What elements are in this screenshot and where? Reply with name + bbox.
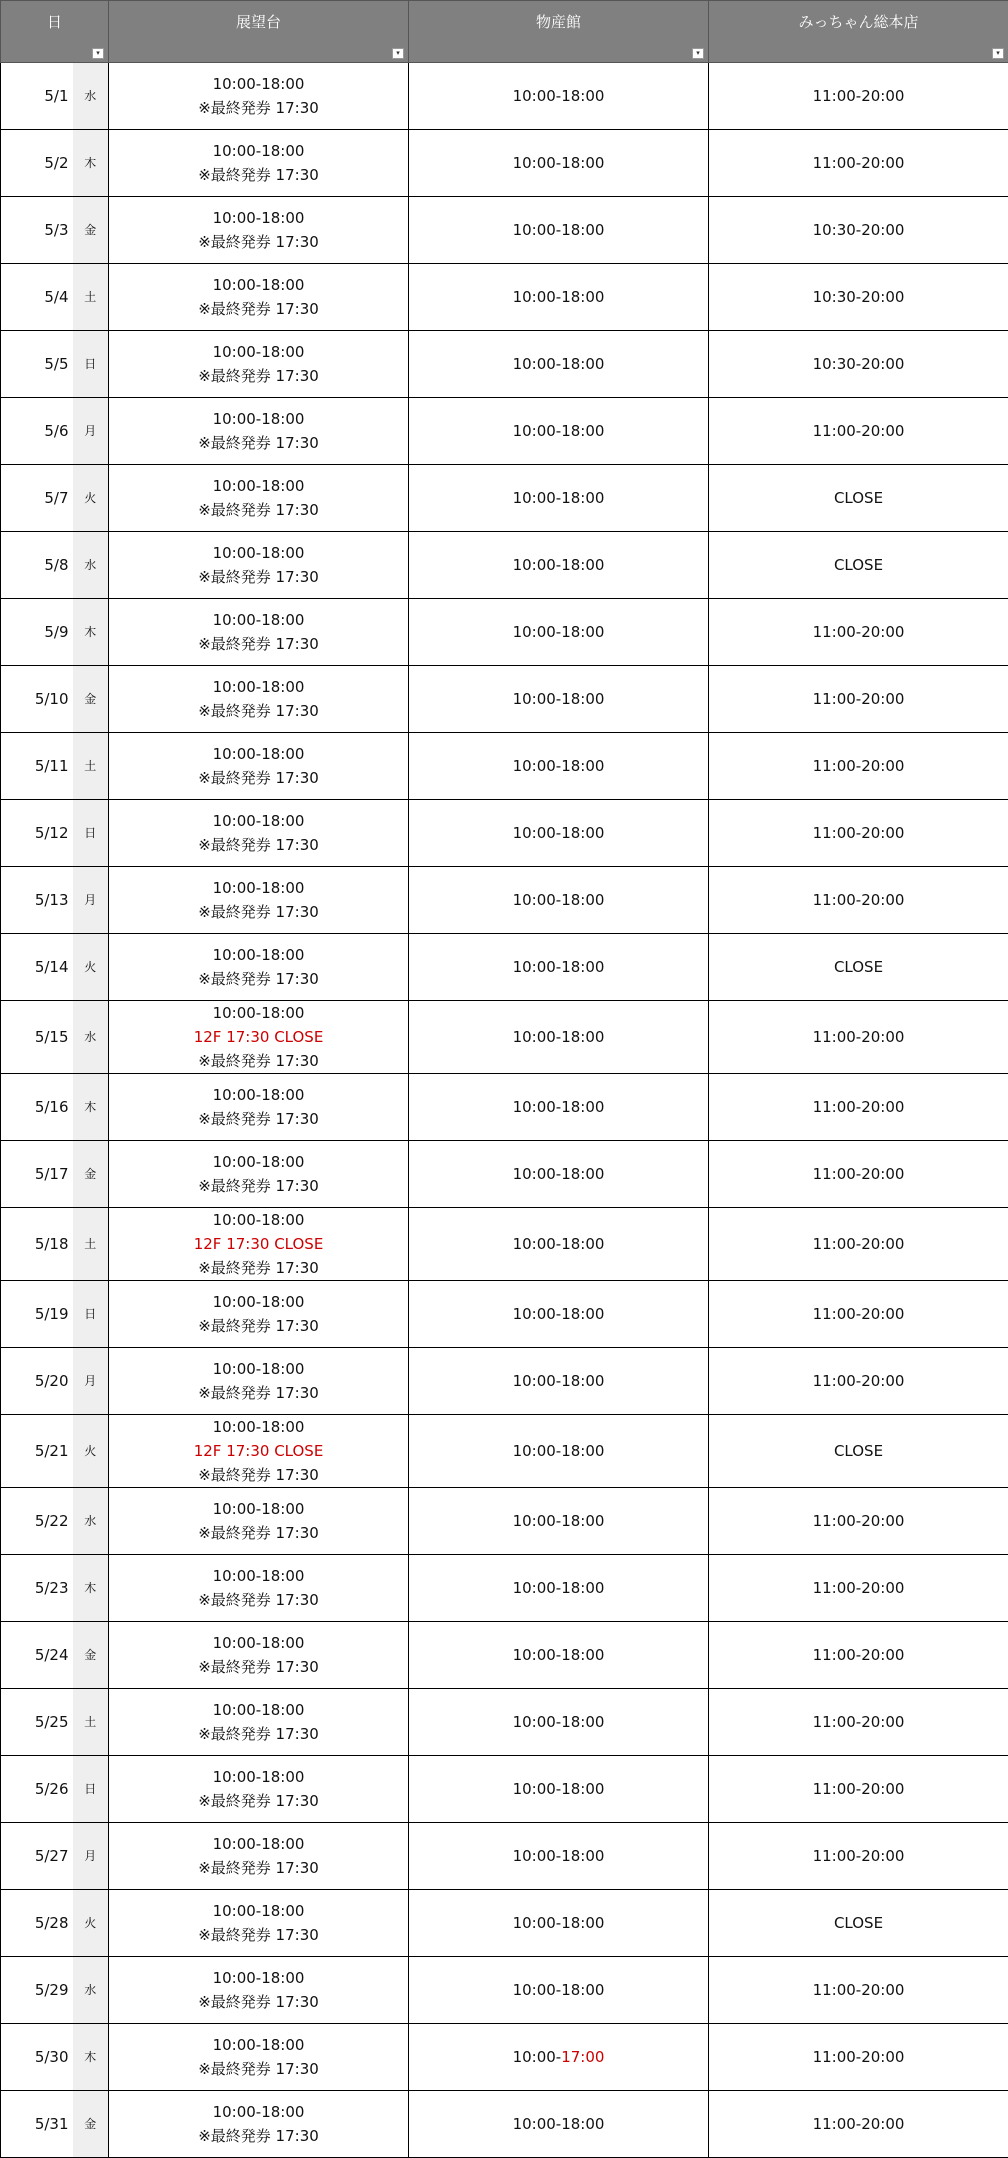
date-cell[interactable]: 5/8 bbox=[1, 532, 73, 599]
mitchan-hours-cell[interactable]: 11:00-20:00 bbox=[709, 1001, 1008, 1074]
last-ticket-note: ※最終発券 17:30 bbox=[109, 1314, 408, 1338]
bussankan-hours: 10:00-18:00 bbox=[513, 690, 605, 708]
date-cell[interactable]: 5/12 bbox=[1, 800, 73, 867]
weekday-cell[interactable]: 日 bbox=[73, 331, 109, 398]
weekday-cell[interactable]: 火 bbox=[73, 1890, 109, 1957]
date-cell[interactable]: 5/19 bbox=[1, 1281, 73, 1348]
last-ticket-note: ※最終発券 17:30 bbox=[109, 967, 408, 991]
bussankan-hours: 10:00-18:00 bbox=[513, 1780, 605, 1798]
bussankan-hours: 10:00-18:00 bbox=[513, 355, 605, 373]
observatory-hours: 10:00-18:00 bbox=[109, 1357, 408, 1381]
table-row bbox=[1, 1415, 1008, 1488]
observatory-hours-cell[interactable] bbox=[109, 1348, 409, 1415]
observatory-hours: 10:00-18:00 bbox=[109, 1290, 408, 1314]
bussankan-hours-cell[interactable] bbox=[409, 2091, 709, 2158]
table-row bbox=[1, 1555, 1008, 1622]
bussankan-hours-cell[interactable] bbox=[409, 130, 709, 197]
table-row bbox=[1, 599, 1008, 666]
bussankan-hours-cell[interactable] bbox=[409, 1555, 709, 1622]
observatory-header-label: 展望台 bbox=[236, 13, 281, 31]
observatory-hours: 10:00-18:00 bbox=[109, 809, 408, 833]
table-row bbox=[1, 1689, 1008, 1756]
weekday-cell[interactable]: 木 bbox=[73, 2024, 109, 2091]
bussankan-hours-cell[interactable] bbox=[409, 398, 709, 465]
weekday-cell[interactable]: 木 bbox=[73, 130, 109, 197]
table-row bbox=[1, 2091, 1008, 2158]
date-cell[interactable]: 5/3 bbox=[1, 197, 73, 264]
observatory-hours: 10:00-18:00 bbox=[109, 1208, 408, 1232]
date-cell[interactable]: 5/13 bbox=[1, 867, 73, 934]
date-cell[interactable]: 5/2 bbox=[1, 130, 73, 197]
mitchan-hours-cell[interactable]: CLOSE bbox=[709, 465, 1008, 532]
bussankan-hours-cell[interactable] bbox=[409, 800, 709, 867]
date-cell[interactable]: 5/6 bbox=[1, 398, 73, 465]
bussankan-hours-cell[interactable] bbox=[409, 1488, 709, 1555]
weekday-cell[interactable]: 土 bbox=[73, 1689, 109, 1756]
last-ticket-note: ※最終発券 17:30 bbox=[109, 230, 408, 254]
last-ticket-note: ※最終発券 17:30 bbox=[109, 2124, 408, 2148]
mitchan-hours-cell[interactable]: CLOSE bbox=[709, 532, 1008, 599]
bussankan-hours-cell[interactable] bbox=[409, 197, 709, 264]
weekday-cell[interactable]: 月 bbox=[73, 1823, 109, 1890]
last-ticket-note: ※最終発券 17:30 bbox=[109, 2057, 408, 2081]
observatory-hours: 10:00-18:00 bbox=[109, 273, 408, 297]
bussankan-hours-cell[interactable] bbox=[409, 1141, 709, 1208]
date-cell[interactable]: 5/16 bbox=[1, 1074, 73, 1141]
bussankan-hours: 10:00-18:00 bbox=[513, 2115, 605, 2133]
date-cell[interactable]: 5/1 bbox=[1, 63, 73, 130]
date-cell[interactable]: 5/21 bbox=[1, 1415, 73, 1488]
observatory-hours: 10:00-18:00 bbox=[109, 1001, 408, 1025]
weekday-cell[interactable]: 木 bbox=[73, 1074, 109, 1141]
mitchan-hours-cell[interactable]: CLOSE bbox=[709, 1415, 1008, 1488]
bussankan-hours-cell[interactable] bbox=[409, 1001, 709, 1074]
mitchan-hours-cell[interactable]: 11:00-20:00 bbox=[709, 1348, 1008, 1415]
bussankan-hours: 10:00-18:00 bbox=[513, 1235, 605, 1253]
date-cell[interactable]: 5/4 bbox=[1, 264, 73, 331]
mitchan-hours-cell[interactable]: 11:00-20:00 bbox=[709, 63, 1008, 130]
last-ticket-note: ※最終発券 17:30 bbox=[109, 1990, 408, 2014]
mitchan-hours-cell[interactable]: 11:00-20:00 bbox=[709, 1488, 1008, 1555]
mitchan-hours-cell[interactable]: 11:00-20:00 bbox=[709, 1281, 1008, 1348]
observatory-closure-note: 12F 17:30 CLOSE bbox=[109, 1025, 408, 1049]
last-ticket-note: ※最終発券 17:30 bbox=[109, 297, 408, 321]
mitchan-hours-cell[interactable]: 11:00-20:00 bbox=[709, 1957, 1008, 2024]
weekday-cell[interactable]: 月 bbox=[73, 867, 109, 934]
last-ticket-note: ※最終発券 17:30 bbox=[109, 96, 408, 120]
table-row bbox=[1, 934, 1008, 1001]
last-ticket-note: ※最終発券 17:30 bbox=[109, 1256, 408, 1280]
weekday-cell[interactable]: 木 bbox=[73, 1555, 109, 1622]
bussankan-hours: 10:00-18:00 bbox=[513, 958, 605, 976]
observatory-hours: 10:00-18:00 bbox=[109, 206, 408, 230]
last-ticket-note: ※最終発券 17:30 bbox=[109, 1789, 408, 1813]
mitchan-column-header bbox=[709, 1, 1008, 63]
last-ticket-note: ※最終発券 17:30 bbox=[109, 1463, 408, 1487]
weekday-cell[interactable]: 金 bbox=[73, 1622, 109, 1689]
observatory-hours-cell[interactable] bbox=[109, 1622, 409, 1689]
date-cell[interactable]: 5/11 bbox=[1, 733, 73, 800]
observatory-hours-cell[interactable] bbox=[109, 1823, 409, 1890]
bussankan-hours-cell[interactable] bbox=[409, 331, 709, 398]
bussankan-hours: 10:00-18:00 bbox=[513, 1028, 605, 1046]
mitchan-hours-cell[interactable]: 10:30-20:00 bbox=[709, 331, 1008, 398]
weekday-cell[interactable]: 水 bbox=[73, 63, 109, 130]
mitchan-header-label: みっちゃん総本店 bbox=[799, 13, 919, 31]
table-row bbox=[1, 1348, 1008, 1415]
bussankan-hours: 10:00-18:00 bbox=[513, 1914, 605, 1932]
bussankan-column-header bbox=[409, 1, 709, 63]
observatory-hours: 10:00-18:00 bbox=[109, 541, 408, 565]
date-cell[interactable]: 5/5 bbox=[1, 331, 73, 398]
date-cell[interactable]: 5/29 bbox=[1, 1957, 73, 2024]
date-cell[interactable]: 5/9 bbox=[1, 599, 73, 666]
table-row bbox=[1, 1890, 1008, 1957]
observatory-hours-cell[interactable] bbox=[109, 867, 409, 934]
last-ticket-note: ※最終発券 17:30 bbox=[109, 431, 408, 455]
weekday-cell[interactable]: 土 bbox=[73, 1208, 109, 1281]
observatory-hours: 10:00-18:00 bbox=[109, 943, 408, 967]
bussankan-hours-cell[interactable] bbox=[409, 1415, 709, 1488]
bussankan-hours: 10:00-18:00 bbox=[513, 1713, 605, 1731]
table-row bbox=[1, 1001, 1008, 1074]
table-row bbox=[1, 331, 1008, 398]
table-row bbox=[1, 1756, 1008, 1823]
observatory-hours-cell[interactable] bbox=[109, 264, 409, 331]
date-cell[interactable]: 5/20 bbox=[1, 1348, 73, 1415]
table-row bbox=[1, 1074, 1008, 1141]
table-row bbox=[1, 1823, 1008, 1890]
observatory-hours: 10:00-18:00 bbox=[109, 340, 408, 364]
weekday-cell[interactable]: 火 bbox=[73, 465, 109, 532]
observatory-hours: 10:00-18:00 bbox=[109, 1631, 408, 1655]
observatory-hours-cell[interactable] bbox=[109, 1957, 409, 2024]
bussankan-hours-cell[interactable] bbox=[409, 63, 709, 130]
observatory-hours-cell[interactable] bbox=[109, 1281, 409, 1348]
bussankan-hours: 10:00-18:00 bbox=[513, 556, 605, 574]
table-row bbox=[1, 130, 1008, 197]
mitchan-hours-cell[interactable]: 11:00-20:00 bbox=[709, 733, 1008, 800]
observatory-hours: 10:00-18:00 bbox=[109, 72, 408, 96]
table-row bbox=[1, 800, 1008, 867]
date-cell[interactable]: 5/23 bbox=[1, 1555, 73, 1622]
last-ticket-note: ※最終発券 17:30 bbox=[109, 1722, 408, 1746]
weekday-cell[interactable]: 土 bbox=[73, 264, 109, 331]
mitchan-hours-cell[interactable]: 11:00-20:00 bbox=[709, 1689, 1008, 1756]
bussankan-hours: 10:00-18:00 bbox=[513, 1442, 605, 1460]
table-row bbox=[1, 1208, 1008, 1281]
bussankan-hours: 10:00-18:00 bbox=[513, 221, 605, 239]
observatory-hours: 10:00-18:00 bbox=[109, 1150, 408, 1174]
mitchan-hours-cell[interactable]: 11:00-20:00 bbox=[709, 1622, 1008, 1689]
table-row bbox=[1, 63, 1008, 130]
weekday-cell[interactable]: 火 bbox=[73, 934, 109, 1001]
observatory-hours: 10:00-18:00 bbox=[109, 1083, 408, 1107]
observatory-hours-cell[interactable] bbox=[109, 1555, 409, 1622]
bussankan-hours: 10:00-18:00 bbox=[513, 1372, 605, 1390]
weekday-cell[interactable]: 水 bbox=[73, 1488, 109, 1555]
observatory-hours-cell[interactable] bbox=[109, 733, 409, 800]
observatory-hours: 10:00-18:00 bbox=[109, 1832, 408, 1856]
observatory-hours: 10:00-18:00 bbox=[109, 474, 408, 498]
observatory-hours: 10:00-18:00 bbox=[109, 1564, 408, 1588]
observatory-hours: 10:00-18:00 bbox=[109, 1497, 408, 1521]
date-cell[interactable]: 5/15 bbox=[1, 1001, 73, 1074]
date-filter-dropdown-icon[interactable]: ▾ bbox=[92, 48, 104, 59]
weekday-cell[interactable]: 日 bbox=[73, 1756, 109, 1823]
observatory-hours-cell[interactable] bbox=[109, 2091, 409, 2158]
table-row bbox=[1, 1957, 1008, 2024]
bussankan-hours: 10:00-18:00 bbox=[513, 1579, 605, 1597]
observatory-hours-cell[interactable] bbox=[109, 331, 409, 398]
bussankan-hours-cell[interactable] bbox=[409, 532, 709, 599]
table-row bbox=[1, 1281, 1008, 1348]
bussankan-hours: 10:00-18:00 bbox=[513, 623, 605, 641]
weekday-cell[interactable]: 水 bbox=[73, 1957, 109, 2024]
observatory-hours: 10:00-18:00 bbox=[109, 2100, 408, 2124]
observatory-hours-cell[interactable] bbox=[109, 1001, 409, 1074]
bussankan-hours: 10:00-18:00 bbox=[513, 824, 605, 842]
mitchan-hours-cell[interactable]: 11:00-20:00 bbox=[709, 2024, 1008, 2091]
observatory-hours-cell[interactable] bbox=[109, 1488, 409, 1555]
bussankan-hours: 10:00-18:00 bbox=[513, 1646, 605, 1664]
date-cell[interactable]: 5/31 bbox=[1, 2091, 73, 2158]
weekday-cell[interactable]: 月 bbox=[73, 1348, 109, 1415]
observatory-hours: 10:00-18:00 bbox=[109, 139, 408, 163]
mitchan-hours-cell[interactable]: 11:00-20:00 bbox=[709, 1756, 1008, 1823]
bussankan-hours-cell[interactable] bbox=[409, 1689, 709, 1756]
bussankan-hours: 10:00-18:00 bbox=[513, 154, 605, 172]
bussankan-hours-cell[interactable] bbox=[409, 1756, 709, 1823]
mitchan-hours-cell[interactable]: 11:00-20:00 bbox=[709, 599, 1008, 666]
last-ticket-note: ※最終発券 17:30 bbox=[109, 1174, 408, 1198]
mitchan-hours-cell[interactable]: 10:30-20:00 bbox=[709, 197, 1008, 264]
weekday-cell[interactable]: 金 bbox=[73, 197, 109, 264]
bussankan-hours-cell[interactable] bbox=[409, 934, 709, 1001]
mitchan-hours-cell[interactable]: 10:30-20:00 bbox=[709, 264, 1008, 331]
mitchan-filter-dropdown-icon[interactable]: ▾ bbox=[992, 48, 1004, 59]
observatory-hours: 10:00-18:00 bbox=[109, 1698, 408, 1722]
last-ticket-note: ※最終発券 17:30 bbox=[109, 1521, 408, 1545]
mitchan-hours-cell[interactable]: CLOSE bbox=[709, 934, 1008, 1001]
last-ticket-note: ※最終発券 17:30 bbox=[109, 1049, 408, 1073]
bussankan-hours-cell[interactable] bbox=[409, 1890, 709, 1957]
date-cell[interactable]: 5/26 bbox=[1, 1756, 73, 1823]
date-cell[interactable]: 5/25 bbox=[1, 1689, 73, 1756]
observatory-hours-cell[interactable] bbox=[109, 1141, 409, 1208]
date-cell[interactable]: 5/28 bbox=[1, 1890, 73, 1957]
bussankan-hours: 10:00-18:00 bbox=[513, 1981, 605, 1999]
date-cell[interactable]: 5/10 bbox=[1, 666, 73, 733]
bussankan-hours-cell[interactable] bbox=[409, 465, 709, 532]
mitchan-hours-cell[interactable]: 11:00-20:00 bbox=[709, 2091, 1008, 2158]
observatory-hours: 10:00-18:00 bbox=[109, 1899, 408, 1923]
observatory-hours-cell[interactable] bbox=[109, 197, 409, 264]
bussankan-hours: 10:00-18:00 bbox=[513, 891, 605, 909]
bussankan-hours: 10:00-18:00 bbox=[513, 1305, 605, 1323]
observatory-hours-cell[interactable] bbox=[109, 130, 409, 197]
bussankan-hours-cell[interactable] bbox=[409, 666, 709, 733]
observatory-hours-cell[interactable] bbox=[109, 1208, 409, 1281]
bussankan-hours-cell[interactable] bbox=[409, 1348, 709, 1415]
last-ticket-note: ※最終発券 17:30 bbox=[109, 1107, 408, 1131]
observatory-hours: 10:00-18:00 bbox=[109, 1765, 408, 1789]
observatory-hours-cell[interactable] bbox=[109, 1074, 409, 1141]
mitchan-hours-cell[interactable]: 11:00-20:00 bbox=[709, 130, 1008, 197]
observatory-hours-cell[interactable] bbox=[109, 1890, 409, 1957]
last-ticket-note: ※最終発券 17:30 bbox=[109, 163, 408, 187]
last-ticket-note: ※最終発券 17:30 bbox=[109, 833, 408, 857]
weekday-cell[interactable]: 金 bbox=[73, 1141, 109, 1208]
date-cell[interactable]: 5/30 bbox=[1, 2024, 73, 2091]
mitchan-hours-cell[interactable]: CLOSE bbox=[709, 1890, 1008, 1957]
table-row bbox=[1, 398, 1008, 465]
bussankan-hours: 10:00-18:00 bbox=[513, 87, 605, 105]
mitchan-hours-cell[interactable]: 11:00-20:00 bbox=[709, 1074, 1008, 1141]
table-row bbox=[1, 264, 1008, 331]
observatory-filter-dropdown-icon[interactable]: ▾ bbox=[392, 48, 404, 59]
bussankan-hours-cell[interactable] bbox=[409, 2024, 709, 2091]
date-cell[interactable]: 5/22 bbox=[1, 1488, 73, 1555]
bussankan-hours-cell[interactable] bbox=[409, 1957, 709, 2024]
last-ticket-note: ※最終発券 17:30 bbox=[109, 1588, 408, 1612]
observatory-hours-cell[interactable] bbox=[109, 934, 409, 1001]
last-ticket-note: ※最終発券 17:30 bbox=[109, 565, 408, 589]
date-cell[interactable]: 5/14 bbox=[1, 934, 73, 1001]
bussankan-hours: 10:00-18:00 bbox=[513, 1098, 605, 1116]
hours-table-body bbox=[1, 63, 1008, 2158]
table-row bbox=[1, 1622, 1008, 1689]
bussankan-hours-cell[interactable] bbox=[409, 1281, 709, 1348]
bussankan-hours: 10:00- bbox=[513, 2048, 562, 2066]
observatory-closure-note: 12F 17:30 CLOSE bbox=[109, 1439, 408, 1463]
table-row bbox=[1, 666, 1008, 733]
weekday-cell[interactable]: 金 bbox=[73, 666, 109, 733]
weekday-cell[interactable]: 日 bbox=[73, 800, 109, 867]
date-cell[interactable]: 5/7 bbox=[1, 465, 73, 532]
bussankan-hours-cell[interactable] bbox=[409, 733, 709, 800]
observatory-hours: 10:00-18:00 bbox=[109, 608, 408, 632]
bussankan-hours: 10:00-18:00 bbox=[513, 489, 605, 507]
observatory-column-header bbox=[109, 1, 409, 63]
observatory-hours-cell[interactable] bbox=[109, 599, 409, 666]
observatory-hours: 10:00-18:00 bbox=[109, 1966, 408, 1990]
weekday-cell[interactable]: 水 bbox=[73, 1001, 109, 1074]
last-ticket-note: ※最終発券 17:30 bbox=[109, 632, 408, 656]
weekday-cell[interactable]: 金 bbox=[73, 2091, 109, 2158]
mitchan-hours-cell[interactable]: 11:00-20:00 bbox=[709, 800, 1008, 867]
observatory-hours-cell[interactable] bbox=[109, 1689, 409, 1756]
table-row bbox=[1, 1141, 1008, 1208]
last-ticket-note: ※最終発券 17:30 bbox=[109, 900, 408, 924]
observatory-hours: 10:00-18:00 bbox=[109, 407, 408, 431]
date-header-label: 日 bbox=[47, 13, 62, 31]
bussankan-hours-cell[interactable] bbox=[409, 867, 709, 934]
bussankan-hours: 10:00-18:00 bbox=[513, 1847, 605, 1865]
table-row bbox=[1, 733, 1008, 800]
bussankan-hours-cell[interactable] bbox=[409, 264, 709, 331]
last-ticket-note: ※最終発券 17:30 bbox=[109, 1856, 408, 1880]
bussankan-filter-dropdown-icon[interactable]: ▾ bbox=[692, 48, 704, 59]
date-cell[interactable]: 5/17 bbox=[1, 1141, 73, 1208]
observatory-hours-cell[interactable] bbox=[109, 465, 409, 532]
last-ticket-note: ※最終発券 17:30 bbox=[109, 699, 408, 723]
mitchan-hours-cell[interactable]: 11:00-20:00 bbox=[709, 1555, 1008, 1622]
observatory-hours: 10:00-18:00 bbox=[109, 675, 408, 699]
bussankan-hours: 10:00-18:00 bbox=[513, 1512, 605, 1530]
observatory-hours-cell[interactable] bbox=[109, 398, 409, 465]
last-ticket-note: ※最終発券 17:30 bbox=[109, 1923, 408, 1947]
last-ticket-note: ※最終発券 17:30 bbox=[109, 498, 408, 522]
table-row bbox=[1, 867, 1008, 934]
date-cell[interactable]: 5/27 bbox=[1, 1823, 73, 1890]
table-row bbox=[1, 2024, 1008, 2091]
mitchan-hours-cell[interactable]: 11:00-20:00 bbox=[709, 867, 1008, 934]
weekday-cell[interactable]: 月 bbox=[73, 398, 109, 465]
observatory-hours: 10:00-18:00 bbox=[109, 742, 408, 766]
bussankan-hours-cell[interactable] bbox=[409, 1823, 709, 1890]
observatory-hours-cell[interactable] bbox=[109, 1415, 409, 1488]
observatory-closure-note: 12F 17:30 CLOSE bbox=[109, 1232, 408, 1256]
observatory-hours: 10:00-18:00 bbox=[109, 1415, 408, 1439]
observatory-hours: 10:00-18:00 bbox=[109, 876, 408, 900]
bussankan-header-label: 物産館 bbox=[536, 13, 581, 31]
weekday-cell[interactable]: 木 bbox=[73, 599, 109, 666]
date-cell[interactable]: 5/24 bbox=[1, 1622, 73, 1689]
bussankan-hours-cell[interactable] bbox=[409, 599, 709, 666]
header-row bbox=[1, 1, 1008, 63]
mitchan-hours-cell[interactable]: 11:00-20:00 bbox=[709, 1208, 1008, 1281]
mitchan-hours-cell[interactable]: 11:00-20:00 bbox=[709, 666, 1008, 733]
bussankan-hours-cell[interactable] bbox=[409, 1208, 709, 1281]
last-ticket-note: ※最終発券 17:30 bbox=[109, 1381, 408, 1405]
observatory-hours-cell[interactable] bbox=[109, 63, 409, 130]
weekday-cell[interactable]: 日 bbox=[73, 1281, 109, 1348]
bussankan-hours: 10:00-18:00 bbox=[513, 1165, 605, 1183]
observatory-hours-cell[interactable] bbox=[109, 800, 409, 867]
last-ticket-note: ※最終発券 17:30 bbox=[109, 766, 408, 790]
observatory-hours: 10:00-18:00 bbox=[109, 2033, 408, 2057]
weekday-cell[interactable]: 土 bbox=[73, 733, 109, 800]
bussankan-hours: 10:00-18:00 bbox=[513, 422, 605, 440]
last-ticket-note: ※最終発券 17:30 bbox=[109, 364, 408, 388]
observatory-hours-cell[interactable] bbox=[109, 2024, 409, 2091]
mitchan-hours-cell[interactable]: 11:00-20:00 bbox=[709, 1823, 1008, 1890]
bussankan-early-close: 17:00 bbox=[561, 2048, 604, 2066]
table-row bbox=[1, 532, 1008, 599]
table-row bbox=[1, 197, 1008, 264]
mitchan-hours-cell[interactable]: 11:00-20:00 bbox=[709, 1141, 1008, 1208]
weekday-cell[interactable]: 火 bbox=[73, 1415, 109, 1488]
bussankan-hours: 10:00-18:00 bbox=[513, 288, 605, 306]
table-row bbox=[1, 1488, 1008, 1555]
weekday-cell[interactable]: 水 bbox=[73, 532, 109, 599]
date-column-header bbox=[1, 1, 109, 63]
observatory-hours-cell[interactable] bbox=[109, 1756, 409, 1823]
observatory-hours-cell[interactable] bbox=[109, 532, 409, 599]
bussankan-hours-cell[interactable] bbox=[409, 1074, 709, 1141]
observatory-hours-cell[interactable] bbox=[109, 666, 409, 733]
bussankan-hours-cell[interactable] bbox=[409, 1622, 709, 1689]
mitchan-hours-cell[interactable]: 11:00-20:00 bbox=[709, 398, 1008, 465]
date-cell[interactable]: 5/18 bbox=[1, 1208, 73, 1281]
last-ticket-note: ※最終発券 17:30 bbox=[109, 1655, 408, 1679]
bussankan-hours: 10:00-18:00 bbox=[513, 757, 605, 775]
table-row bbox=[1, 465, 1008, 532]
